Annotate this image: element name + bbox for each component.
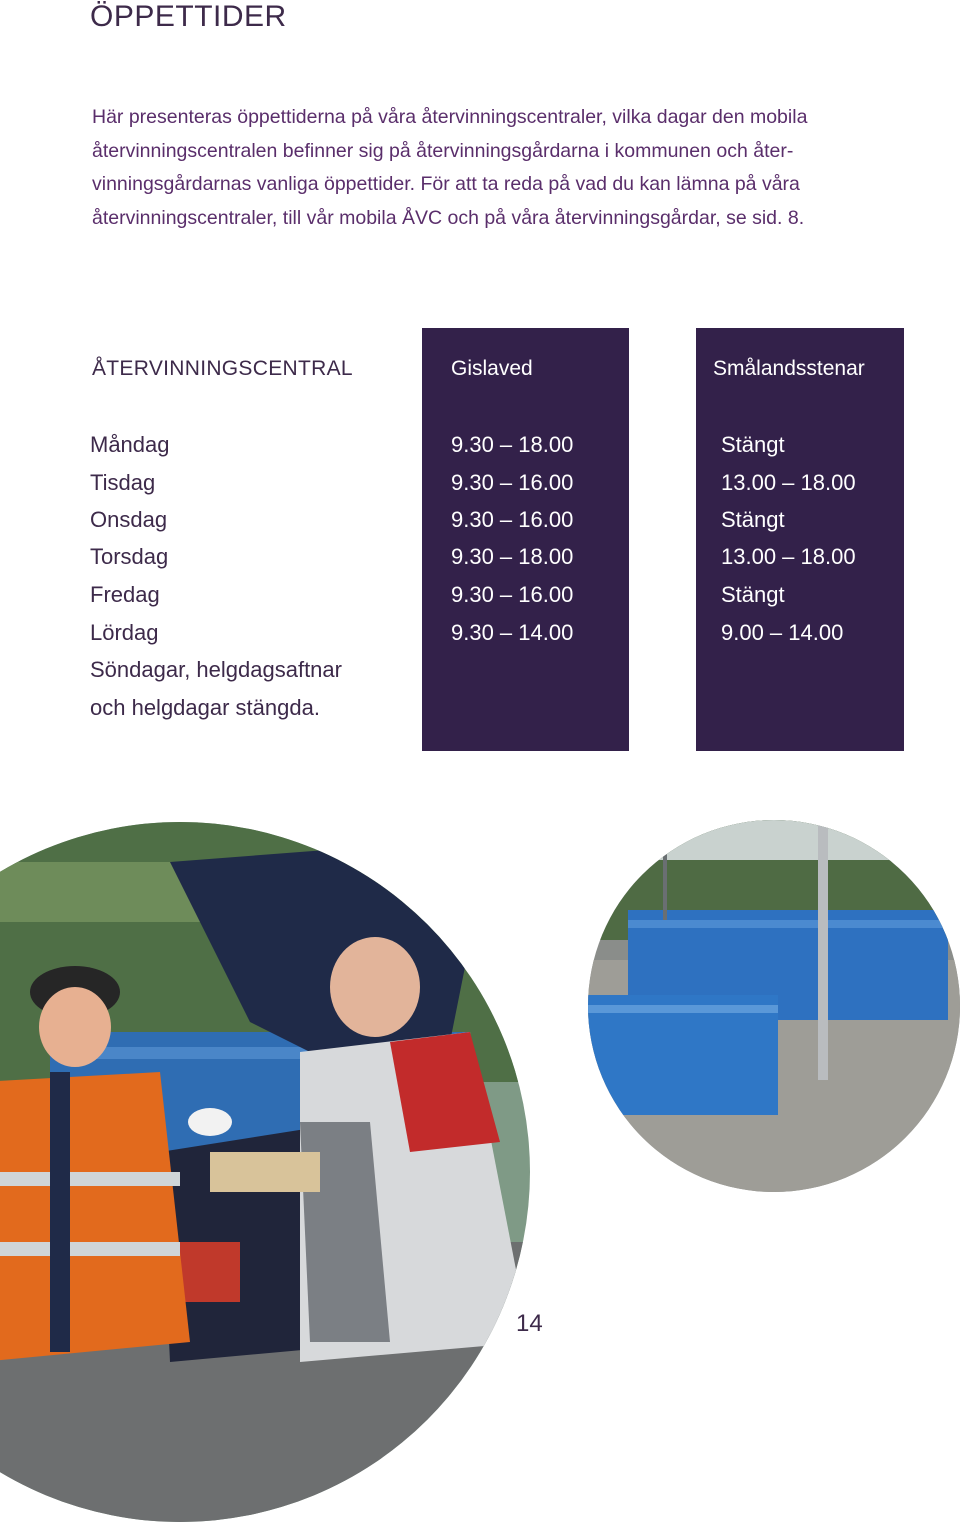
intro-line-4: För att ta reda på vad du kan lämna på våra — [415, 173, 800, 195]
intro-line-3-wrap — [92, 168, 958, 202]
gislaved-hours: 9.30 – 16.00 — [451, 582, 574, 607]
gislaved-hours: 9.30 – 14.00 — [451, 620, 574, 645]
column-header-smalandsstenar: Smålandsstenar — [713, 357, 865, 380]
intro-text — [92, 101, 958, 235]
smalandsstenar-hours: 13.00 – 18.00 — [721, 544, 856, 569]
smalandsstenar-hours: Stängt — [721, 507, 785, 532]
intro-line-1: Här presenteras öppettiderna på våra återvinningscentraler, vilka dagar den mobila — [92, 106, 808, 128]
day-label: Tisdag — [90, 470, 156, 495]
smalandsstenar-hours: Stängt — [721, 432, 785, 457]
smalandsstenar-hours: 9.00 – 14.00 — [721, 620, 844, 645]
recycling-worker-photo — [0, 822, 530, 1522]
closed-note-line-2: och helgdagar stängda. — [90, 695, 320, 720]
page-number: 14 — [512, 1310, 547, 1338]
smalandsstenar-hours: 13.00 – 18.00 — [721, 470, 856, 495]
smalandsstenar-panel — [696, 328, 904, 751]
gislaved-hours: 9.30 – 18.00 — [451, 432, 574, 457]
closed-note-line-1: Söndagar, helgdagsaftnar — [90, 657, 342, 682]
intro-line-3: vinningsgårdarnas vanliga öppettider. — [92, 173, 416, 195]
day-label: Onsdag — [90, 507, 168, 532]
table-header-label: ÅTERVINNINGSCENTRAL — [92, 357, 353, 380]
blue-containers-photo — [588, 820, 960, 1192]
day-label: Måndag — [90, 432, 170, 457]
gislaved-hours: 9.30 – 16.00 — [451, 470, 574, 495]
smalandsstenar-hours: Stängt — [721, 582, 785, 607]
gislaved-hours: 9.30 – 18.00 — [451, 544, 574, 569]
day-label: Fredag — [90, 582, 160, 607]
gislaved-panel — [422, 328, 629, 751]
day-label: Lördag — [90, 620, 159, 645]
intro-line-2: återvinningscentralen befinner sig på återvinningsgårdarna i kommunen och åter- — [92, 139, 794, 162]
day-label: Torsdag — [90, 544, 169, 569]
intro-line-5: återvinningscentraler, till vår mobila ÅVC och på våra återvinningsgårdar, se sid. 8. — [92, 206, 805, 229]
column-header-gislaved: Gislaved — [451, 357, 533, 380]
gislaved-hours: 9.30 – 16.00 — [451, 507, 574, 532]
page-title: ÖPPETTIDER — [90, 0, 287, 33]
